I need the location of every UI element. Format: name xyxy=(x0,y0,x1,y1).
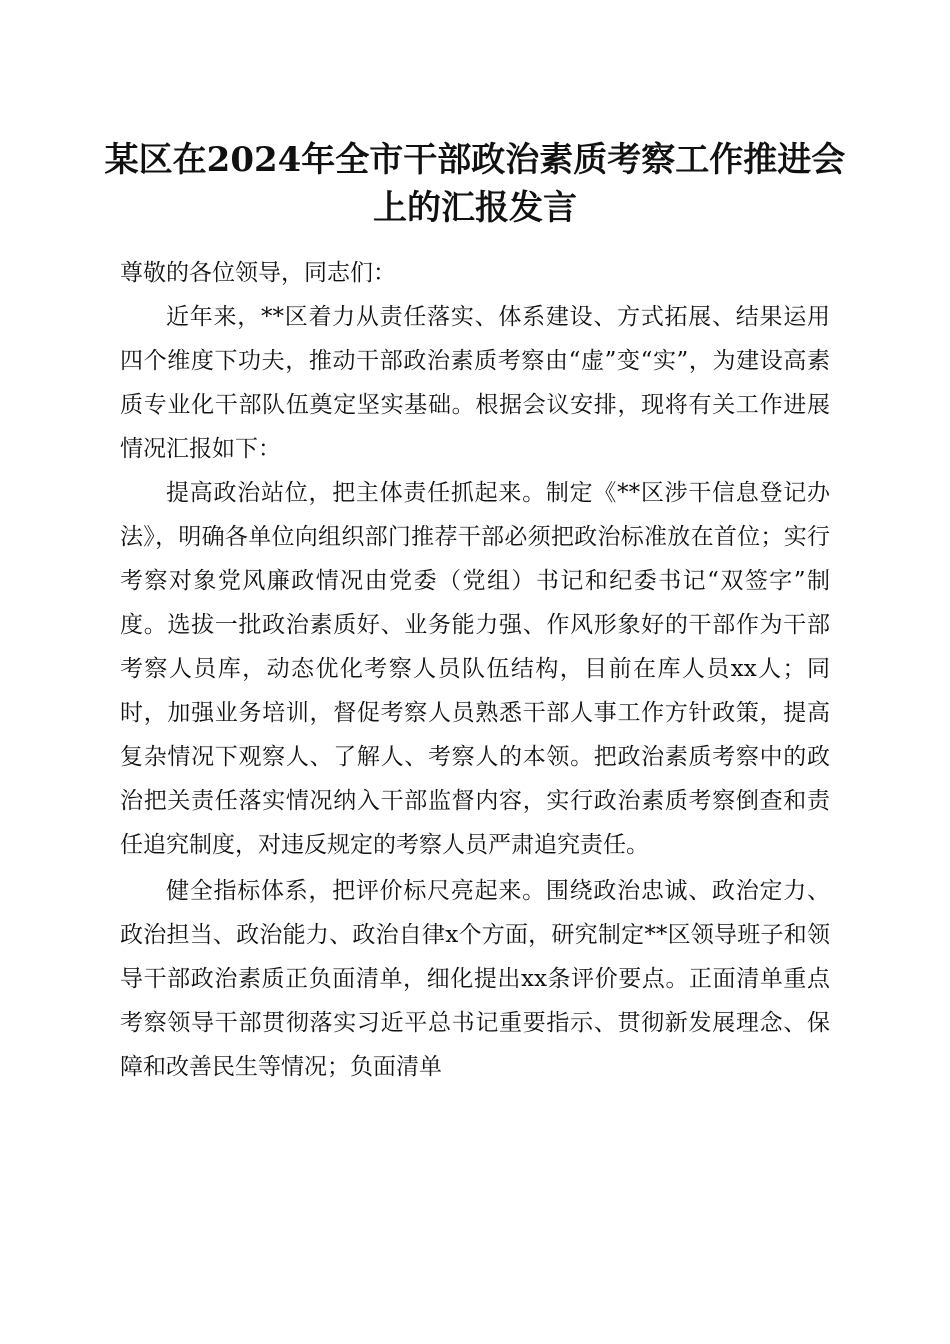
document-title: 某区在2024年全市干部政治素质考察工作推进会上的汇报发言 xyxy=(104,140,846,228)
salutation: 尊敬的各位领导，同志们： xyxy=(120,260,396,286)
paragraph-responsibility: 提高政治站位，把主体责任抓起来。制定《**区涉干信息登记办法》，明确各单位向组织部门推荐干部必须把政治标准放在首位；实行考察对象党风廉政情况由党委（党组）书记和纪委书记“双签字”制度。选拔一批政治素质好、业务能力强、作风形象好的干部作为干部考察人员库，动态优化考察人员队伍结构，目前在库人员xx人；同时，加强业务培训，督促考察人员熟悉干部人事工作方针政策，提高复杂情况下观察人、了解人、考察人的本领。把政治素质考察中的政治把关责任落实情况纳入干部监督内容，实行政治素质考察倒查和责任追究制度，对违反规定的考察人员严肃追究责任。 xyxy=(120,480,830,858)
paragraph-indicators: 健全指标体系，把评价标尺亮起来。围绕政治忠诚、政治定力、政治担当、政治能力、政治自律x个方面，研究制定**区领导班子和领导干部政治素质正负面清单，细化提出xx条评价要点。正面清单重点考察领导干部贯彻落实习近平总书记重要指示、贯彻新发展理念、保障和改善民生等情况；负面清单 xyxy=(120,878,830,1080)
paragraph-intro: 近年来，**区着力从责任落实、体系建设、方式拓展、结果运用四个维度下功夫，推动干部政治素质考察由“虚”变“实”，为建设高素质专业化干部队伍奠定坚实基础。根据会议安排，现将有关工作进展情况汇报如下： xyxy=(120,304,830,462)
document-body xyxy=(120,251,830,1089)
